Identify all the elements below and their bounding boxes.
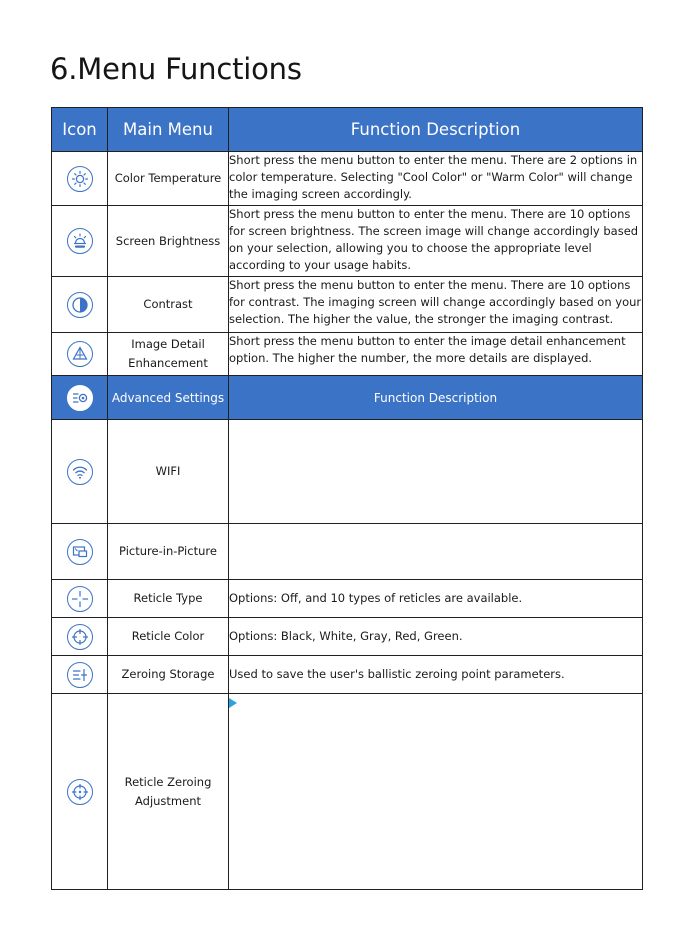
menu-name: Reticle Zeroing Adjustment xyxy=(108,694,229,890)
function-description xyxy=(229,420,643,524)
table-header-row xyxy=(52,108,643,152)
function-description: Short press the menu button to enter the menu. There are 10 options for contrast. The imaging screen will change accordingly based on your selection. The higher the value, the stronger the imaging contrast. xyxy=(229,277,643,333)
menu-functions-table xyxy=(51,107,643,890)
table-row xyxy=(52,206,643,277)
table-row xyxy=(52,580,643,618)
table-row xyxy=(52,152,643,206)
header-function-description: Function Description xyxy=(229,108,643,152)
function-description: Options: Black, White, Gray, Red, Green. xyxy=(229,618,643,656)
image-detail-icon xyxy=(66,340,94,368)
advanced-settings-label: Advanced Settings xyxy=(108,376,229,420)
table-row xyxy=(52,618,643,656)
color-temperature-icon xyxy=(66,165,94,193)
reticle-color-icon xyxy=(66,623,94,651)
table-row xyxy=(52,694,643,890)
contrast-icon xyxy=(66,291,94,319)
function-description: Short press the menu button to enter the image detail enhancement option. The higher the number, the more details are displayed. xyxy=(229,333,643,376)
menu-name: Contrast xyxy=(108,277,229,333)
function-description: Short press the menu button to enter the menu. There are 10 options for screen brightness. The screen image will change accordingly based on your selection, allowing you to choose the appropriate level according to your usage habits. xyxy=(229,206,643,277)
zeroing-storage-icon xyxy=(66,661,94,689)
advanced-function-description-label: Function Description xyxy=(229,376,643,420)
wifi-icon xyxy=(66,458,94,486)
header-icon: Icon xyxy=(52,108,108,152)
screen-brightness-icon xyxy=(66,227,94,255)
menu-name: Zeroing Storage xyxy=(108,656,229,694)
reticle-type-icon xyxy=(66,585,94,613)
advanced-settings-icon xyxy=(66,384,94,412)
page-title: 6.Menu Functions xyxy=(50,52,302,86)
menu-name: Picture-in-Picture xyxy=(108,524,229,580)
reticle-zeroing-icon xyxy=(66,778,94,806)
table-row xyxy=(52,333,643,376)
menu-name: Color Temperature xyxy=(108,152,229,206)
menu-name: Reticle Type xyxy=(108,580,229,618)
menu-name: Reticle Color xyxy=(108,618,229,656)
table-row xyxy=(52,277,643,333)
function-description: Used to save the user's ballistic zeroing point parameters. xyxy=(229,656,643,694)
bullet-pointer-icon xyxy=(229,698,237,708)
picture-in-picture-icon xyxy=(66,538,94,566)
function-description: Short press the menu button to enter the menu. There are 2 options in color temperature. Selecting "Cool Color" or "Warm Color" will change the imaging screen accordingly. xyxy=(229,152,643,206)
table-row xyxy=(52,524,643,580)
menu-name: WIFI xyxy=(108,420,229,524)
function-description xyxy=(229,524,643,580)
menu-name: Screen Brightness xyxy=(108,206,229,277)
menu-name: Image Detail Enhancement xyxy=(108,333,229,376)
advanced-settings-header-row xyxy=(52,376,643,420)
header-main-menu: Main Menu xyxy=(108,108,229,152)
table-row xyxy=(52,656,643,694)
table-row xyxy=(52,420,643,524)
function-description: Options: Off, and 10 types of reticles are available. xyxy=(229,580,643,618)
